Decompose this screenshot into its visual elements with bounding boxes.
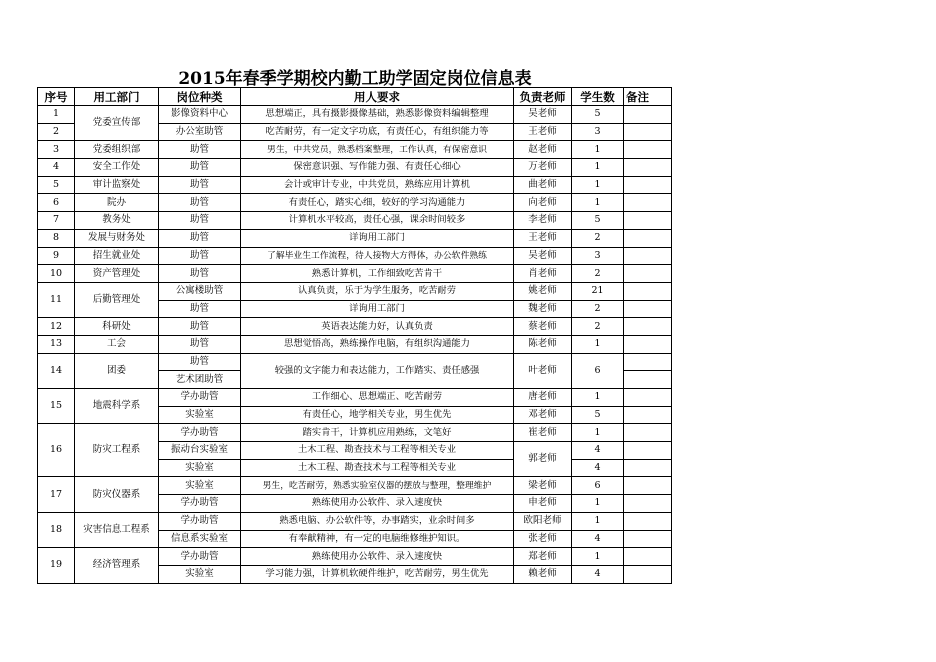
cell-req: 认真负责，乐于为学生服务，吃苦耐劳 (241, 282, 514, 300)
cell-teacher: 吴老师 (514, 247, 572, 265)
cell-seq: 14 (38, 353, 75, 388)
cell-req: 有责任心，地学相关专业，男生优先 (241, 406, 514, 424)
table-row (38, 212, 672, 230)
cell-post: 助管 (159, 229, 241, 247)
cell-post: 艺术团助管 (159, 371, 241, 389)
cell-req: 熟悉电脑、办公软件等，办事踏实，业余时间多 (241, 512, 514, 530)
cell-seq: 8 (38, 229, 75, 247)
header-req: 用人要求 (241, 88, 514, 106)
cell-teacher: 梁老师 (514, 477, 572, 495)
cell-post: 实验室 (159, 406, 241, 424)
cell-req: 思想端正，具有摄影摄像基础，熟悉影像资料编辑整理 (241, 106, 514, 124)
cell-teacher: 肖老师 (514, 265, 572, 283)
table-row (38, 548, 672, 566)
cell-note (624, 176, 672, 194)
cell-seq: 12 (38, 318, 75, 336)
cell-req: 吃苦耐劳，有一定文字功底，有责任心，有组织能力等 (241, 123, 514, 141)
cell-req: 熟练使用办公软件、录入速度快 (241, 495, 514, 513)
cell-req: 保密意识强、写作能力强、有责任心细心 (241, 159, 514, 177)
cell-post: 助管 (159, 212, 241, 230)
cell-teacher: 欧阳老师 (514, 512, 572, 530)
cell-count: 1 (572, 335, 624, 353)
cell-post: 学办助管 (159, 495, 241, 513)
cell-count: 4 (572, 442, 624, 460)
cell-note (624, 459, 672, 477)
cell-teacher: 吴老师 (514, 106, 572, 124)
cell-count: 1 (572, 159, 624, 177)
cell-seq: 18 (38, 512, 75, 547)
cell-seq: 15 (38, 389, 75, 424)
positions-table (37, 87, 672, 584)
cell-post: 学办助管 (159, 548, 241, 566)
cell-req: 有责任心，踏实心细，较好的学习沟通能力 (241, 194, 514, 212)
cell-post: 助管 (159, 335, 241, 353)
cell-note (624, 477, 672, 495)
cell-post: 助管 (159, 265, 241, 283)
cell-seq: 5 (38, 176, 75, 194)
cell-note (624, 106, 672, 124)
cell-dept: 教务处 (75, 212, 159, 230)
cell-count: 1 (572, 194, 624, 212)
cell-post: 实验室 (159, 477, 241, 495)
cell-req: 学习能力强，计算机软硬件维护，吃苦耐劳，男生优先 (241, 565, 514, 583)
cell-count: 1 (572, 424, 624, 442)
cell-count: 21 (572, 282, 624, 300)
cell-req: 熟悉计算机，工作细致吃苦肯干 (241, 265, 514, 283)
cell-note (624, 141, 672, 159)
cell-dept: 灾害信息工程系 (75, 512, 159, 547)
header-teacher: 负责老师 (514, 88, 572, 106)
cell-post: 办公室助管 (159, 123, 241, 141)
cell-note (624, 512, 672, 530)
cell-req: 踏实肯干，计算机应用熟练，文笔好 (241, 424, 514, 442)
cell-teacher: 向老师 (514, 194, 572, 212)
cell-dept: 地震科学系 (75, 389, 159, 424)
cell-post: 助管 (159, 300, 241, 318)
cell-req: 英语表达能力好，认真负责 (241, 318, 514, 336)
cell-count: 5 (572, 406, 624, 424)
cell-post: 学办助管 (159, 512, 241, 530)
header-note: 备注 (624, 88, 672, 106)
cell-note (624, 371, 672, 389)
cell-dept: 发展与财务处 (75, 229, 159, 247)
cell-count: 1 (572, 512, 624, 530)
cell-count: 4 (572, 565, 624, 583)
cell-note (624, 282, 672, 300)
cell-req: 熟练使用办公软件、录入速度快 (241, 548, 514, 566)
cell-post: 助管 (159, 353, 241, 371)
cell-teacher: 陈老师 (514, 335, 572, 353)
table-row (38, 141, 672, 159)
cell-note (624, 406, 672, 424)
cell-teacher: 姚老师 (514, 282, 572, 300)
cell-teacher: 郑老师 (514, 548, 572, 566)
cell-seq: 7 (38, 212, 75, 230)
cell-teacher: 赵老师 (514, 141, 572, 159)
cell-seq: 11 (38, 282, 75, 317)
cell-post: 公寓楼助管 (159, 282, 241, 300)
cell-count: 3 (572, 247, 624, 265)
cell-note (624, 495, 672, 513)
cell-note (624, 318, 672, 336)
cell-note (624, 442, 672, 460)
cell-post: 实验室 (159, 459, 241, 477)
table-row (38, 176, 672, 194)
cell-teacher: 叶老师 (514, 353, 572, 388)
cell-seq: 9 (38, 247, 75, 265)
table-row (38, 318, 672, 336)
cell-teacher: 赖老师 (514, 565, 572, 583)
cell-seq: 1 (38, 106, 75, 124)
cell-req: 工作细心、思想端正、吃苦耐劳 (241, 389, 514, 407)
cell-dept: 招生就业处 (75, 247, 159, 265)
cell-teacher: 王老师 (514, 123, 572, 141)
cell-note (624, 159, 672, 177)
table-row (38, 247, 672, 265)
cell-note (624, 300, 672, 318)
cell-seq: 2 (38, 123, 75, 141)
cell-teacher: 郭老师 (514, 442, 572, 477)
cell-teacher: 魏老师 (514, 300, 572, 318)
cell-note (624, 389, 672, 407)
cell-count: 4 (572, 459, 624, 477)
cell-post: 信息系实验室 (159, 530, 241, 548)
page-title: 2015年春季学期校内勤工助学固定岗位信息表 (178, 69, 532, 89)
table-row (38, 265, 672, 283)
cell-dept: 党委宣传部 (75, 106, 159, 141)
cell-note (624, 424, 672, 442)
cell-dept: 院办 (75, 194, 159, 212)
cell-post: 助管 (159, 194, 241, 212)
cell-teacher: 李老师 (514, 212, 572, 230)
cell-teacher: 万老师 (514, 159, 572, 177)
header-seq: 序号 (38, 88, 75, 106)
cell-seq: 10 (38, 265, 75, 283)
cell-note (624, 212, 672, 230)
table-row (38, 194, 672, 212)
cell-req: 土木工程、勘查技术与工程等相关专业 (241, 442, 514, 460)
cell-req: 详询用工部门 (241, 229, 514, 247)
cell-seq: 19 (38, 548, 75, 583)
cell-seq: 16 (38, 424, 75, 477)
cell-teacher: 邓老师 (514, 406, 572, 424)
cell-post: 影像资料中心 (159, 106, 241, 124)
cell-req: 土木工程、勘查技术与工程等相关专业 (241, 459, 514, 477)
table-row (38, 335, 672, 353)
table-row (38, 229, 672, 247)
cell-count: 3 (572, 123, 624, 141)
table-row (38, 512, 672, 530)
cell-dept: 资产管理处 (75, 265, 159, 283)
cell-req: 计算机水平较高，责任心强，课余时间较多 (241, 212, 514, 230)
cell-note (624, 353, 672, 371)
cell-count: 2 (572, 265, 624, 283)
cell-teacher: 王老师 (514, 229, 572, 247)
cell-seq: 6 (38, 194, 75, 212)
cell-post: 助管 (159, 176, 241, 194)
table-row (38, 424, 672, 442)
cell-req: 详询用工部门 (241, 300, 514, 318)
cell-count: 4 (572, 530, 624, 548)
cell-teacher: 曲老师 (514, 176, 572, 194)
cell-count: 2 (572, 300, 624, 318)
cell-post: 学办助管 (159, 424, 241, 442)
cell-dept: 防灾工程系 (75, 424, 159, 477)
cell-count: 6 (572, 353, 624, 388)
table-row (38, 282, 672, 300)
cell-note (624, 565, 672, 583)
cell-count: 1 (572, 548, 624, 566)
cell-count: 1 (572, 141, 624, 159)
cell-post: 振动台实验室 (159, 442, 241, 460)
cell-count: 5 (572, 212, 624, 230)
cell-count: 2 (572, 318, 624, 336)
cell-seq: 17 (38, 477, 75, 512)
header-count: 学生数 (572, 88, 624, 106)
table-row (38, 389, 672, 407)
cell-dept: 审计监察处 (75, 176, 159, 194)
cell-req: 有奉献精神，有一定的电脑维修维护知识。 (241, 530, 514, 548)
cell-teacher: 申老师 (514, 495, 572, 513)
cell-note (624, 229, 672, 247)
cell-seq: 13 (38, 335, 75, 353)
cell-note (624, 548, 672, 566)
cell-note (624, 530, 672, 548)
cell-note (624, 265, 672, 283)
cell-teacher: 唐老师 (514, 389, 572, 407)
cell-count: 6 (572, 477, 624, 495)
cell-post: 助管 (159, 141, 241, 159)
cell-post: 助管 (159, 318, 241, 336)
cell-req: 男生，中共党员，熟悉档案整理，工作认真，有保密意识 (241, 141, 514, 159)
cell-count: 2 (572, 229, 624, 247)
cell-note (624, 194, 672, 212)
table-row (38, 353, 672, 371)
cell-req: 了解毕业生工作流程，待人接物大方得体，办公软件熟练 (241, 247, 514, 265)
header-row (38, 88, 672, 106)
header-dept: 用工部门 (75, 88, 159, 106)
cell-count: 5 (572, 106, 624, 124)
cell-post: 助管 (159, 159, 241, 177)
cell-note (624, 335, 672, 353)
cell-dept: 安全工作处 (75, 159, 159, 177)
cell-dept: 团委 (75, 353, 159, 388)
header-post: 岗位种类 (159, 88, 241, 106)
cell-count: 1 (572, 389, 624, 407)
cell-note (624, 123, 672, 141)
cell-note (624, 247, 672, 265)
cell-req: 思想觉悟高，熟练操作电脑，有组织沟通能力 (241, 335, 514, 353)
cell-dept: 经济管理系 (75, 548, 159, 583)
cell-dept: 后勤管理处 (75, 282, 159, 317)
cell-dept: 科研处 (75, 318, 159, 336)
table-row (38, 477, 672, 495)
table-row (38, 159, 672, 177)
cell-teacher: 崔老师 (514, 424, 572, 442)
cell-dept: 工会 (75, 335, 159, 353)
cell-dept: 防灾仪器系 (75, 477, 159, 512)
cell-teacher: 蔡老师 (514, 318, 572, 336)
table-row (38, 106, 672, 124)
cell-req: 较强的文字能力和表达能力，工作踏实、责任感强 (241, 353, 514, 388)
cell-req: 会计或审计专业，中共党员，熟练应用计算机 (241, 176, 514, 194)
cell-count: 1 (572, 495, 624, 513)
cell-post: 学办助管 (159, 389, 241, 407)
cell-seq: 4 (38, 159, 75, 177)
cell-req: 男生，吃苦耐劳，熟悉实验室仪器的摆放与整理，整理维护 (241, 477, 514, 495)
cell-count: 1 (572, 176, 624, 194)
cell-dept: 党委组织部 (75, 141, 159, 159)
cell-teacher: 张老师 (514, 530, 572, 548)
cell-post: 实验室 (159, 565, 241, 583)
cell-seq: 3 (38, 141, 75, 159)
cell-post: 助管 (159, 247, 241, 265)
